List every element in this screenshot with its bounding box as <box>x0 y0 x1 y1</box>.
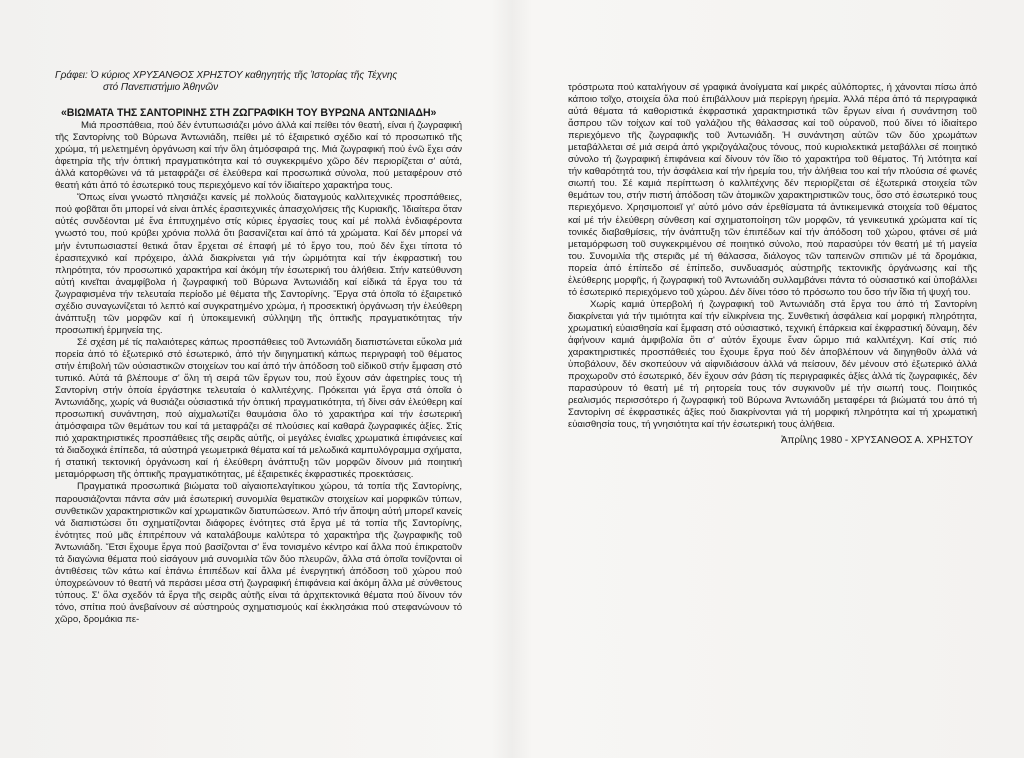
right-page <box>568 82 977 447</box>
signature: Ἀπρίλης 1980 - ΧΡΥΣΑΝΘΟΣ Α. ΧΡΗΣΤΟΥ <box>780 435 973 447</box>
paragraph: Σέ σχέση μέ τίς παλαιότερες κάπως προσπάθειες τοῦ Ἀντωνιάδη διαπιστώνεται εὔκολα μιά πορεία ἀπό τό ἐξωτερικό στό ἐσωτερικό, ἀπό τήν διηγηματική κάπως περιγραφή τοῦ θέματος στήν ἐπιβολή τῶν οὐσιαστικῶν στοιχείων του καί ἀπό τήν ἀπόδοση τοῦ εἰδικοῦ στήν ἔμφαση στό τυπικό. Αὐτά τά βλέπουμε σ' ὅλη τή σειρά τῶν ἔργων του, πού ἔχουν σάν ἀφετηρίες τους τή Σαντορίνη στήν ὁποία ἐργάστηκε τελευταία ὁ καλλιτέχνης. Πρόκειται γιά ἔργα στά ὁποῖα ὁ Ἀντωνιάδης, χωρίς νά θυσιάζει οὐσιαστικά τήν ὀπτική πραγματικότητα, τή δίνει σάν ἐλεύθερη καί προσωπική συνάντηση, πού αἰχμαλωτίζει θαυμάσια ὅλο τό χαρακτήρα καί τήν ἐσωτερική ἀτμόσφαιρα τῶν θεμάτων του καί τά μεταφράζει σέ πλούσιες καί καθαρά ζωγραφικές ἀξίες. Στίς πιό χαρακτηριστικές προσπάθειες τῆς σειρᾶς αὐτῆς, οἱ μεγάλες ἑνιαῖες χρωματικά ἐπιφάνειες καί τά διαδοχικά ἐπίπεδα, τά αὐστηρά γεωμετρικά θέματα καί τά μελωδικά καμπυλόγραμμα σχήματα, ή στατική τεκτονική ὀργάνωση καί ή ἐλεύθερη ἀνάπτυξη τῶν μορφῶν δίνουν μιά ποιητική μεταμόρφωση τῆς ὀπτικῆς πραγματικότητας, μέ ἐξαιρετικές ἐκφραστικές προεκτάσεις. <box>55 336 462 481</box>
paragraph: Ὅπως είναι γνωστό πλησιάζει κανείς μέ πολλούς διαταγμούς καλλιτεχνικές προσπάθειες, πού φοβᾶται ὅτι μπορεί νά είναι ἁπλές ἐρασιτεχνικές ἀπασχολήσεις τῆς Κυριακῆς. Ἰδιαίτερα ὅταν αὐτές συνδέονται μέ ἕνα ἐπιτυχημένο στίς κύριες ἐργασίες τους καί μέ πολλά ἐνδιαφέροντα γνωστό του, πού κρύβει χρόνια πολλά ὅτι βασανίζεται καί ἀπό τά χρώματα. Καί δέν μπορεί νά μήν ἐντυπωσιαστεί θετικά ὅταν ἔρχεται σέ ἐπαφή μέ τό ἔργο του, πού δέν ἔχει τίποτα τό ἐρασιτεχνικό καί πρόχειρο, ἀλλά διακρίνεται γιά τήν ὡριμότητα καί τήν ἐκφραστική του πληρότητα, τόν προσωπικό χαρακτήρα καί ἀκόμη τήν ἐσωτερική του ἀλήθεια. Στήν κατεύθυνση αὐτή κινεῖται ἀναμφίβολα ή ζωγραφική τοῦ Βύρωνα Ἀντωνιάδη καί εἰδικά τά ἔργα του τά ζωγραφισμένα τήν τελευταία περίοδο μέ θέματα τῆς Σαντορίνης. Ἔργα στά ὁποῖα τό ἐξαιρετικό σχέδιο συναγωνίζεται τό λεπτό καί συγκρατημένο χρώμα, ή προσεκτική ὀργάνωση τήν ἐλεύθερη ἀνάπτυξη τῶν μορφῶν καί ή ὑποκειμενική σύλληψη τῆς ὀπτικῆς πραγματικότητας τήν προσωπική ἑρμηνεία της. <box>55 192 462 336</box>
article-title: «ΒΙΩΜΑΤΑ ΤΗΣ ΣΑΝΤΟΡΙΝΗΣ ΣΤΗ ΖΩΓΡΑΦΙΚΗ ΤΟΥ ΒΥΡΩΝΑ ΑΝΤΩΝΙΑΔΗ» <box>61 107 437 119</box>
paragraph: Μιά προσπάθεια, πού δέν έντυπωσιάζει μόνο άλλά καί πείθει τόν θεατή, είναι ή ζωγραφική τῆς Σαντορίνης τοῦ Βύρωνα Ἀντωνιάδη, πείθει μέ τό ἐξαιρετικό σχέδιο καί τό προσωπικό τῆς χρώμα, τή μελετημένη ὀργάνωση καί τήν ὅλη ἀτμόσφαιρά της. Μιά ζωγραφική πού ἐνῶ ἔχει σάν ἀφετηρία τῆς τήν ὀπτική πραγματικότητα καί τό συγκεκριμένο χῶρο δέν περιορίζεται σ' αὐτά, ἀλλά κατορθώνει νά τά μεταφράζει σέ ἐλεύθερα καί προσωπικά σύνολα, πού μεταφέρουν στό θεατή κάτι ἀπό τό ἐσωτερικό τους περιεχόμενο καί τόν ἰδιαίτερο χαρακτήρα τους. <box>55 120 462 192</box>
left-page <box>55 70 462 626</box>
byline-line-2: στό Πανεπιστήμιο Ἀθηνῶν <box>103 82 219 93</box>
paragraph: Χωρίς καμιά ὑπερβολή ή ζωγραφική τοῦ Ἀντωνιάδη στά ἔργα του ἀπό τή Σαντορίνη διακρίνεται γιά τήν τιμιότητα καί τήν εἰλικρίνεια της. Συνθετική ἀσφάλεια καί μορφική πληρότητα, χρωματική εὐαισθησία καί ἔμφαση στό οὐσιαστικό, τεχνική ἐπάρκεια καί ἐκφραστική δύναμη, δέν ἀφήνουν καμιά ἀμφιβολία ὅτι σ' αὐτόν ἔχουμε ἕναν ὥριμο πιά καλλιτέχνη. Καί στίς πιό χαρακτηριστικές προσπάθειές του ἔχουμε ἔργα πού δέν ἀποβλέπουν νά διηγηθοῦν ἀλλά νά ὑποβάλουν, δέν σκοπεύουν νά αἰφνιδιάσουν ἀλλά νά πείσουν, δέν μένουν στό ἐξωτερικό ἀλλά προχωροῦν στό ἐσωτερικό, δέν ἔχουν σάν βάση τίς περιγραφικές ἀξίες ἀλλά τίς ζωγραφικές, δέν παρασύρουν τό θεατή μέ τή ρητορεία τους τόν συγκινοῦν μέ τήν σιωπή τους. Ποιητικός ρεαλισμός περισσότερο ή ζωγραφική τοῦ Βύρωνα Ἀντωνιάδη μεταφέρει τά βιώματά του ἀπό τή Σαντορίνη σέ ἐκφραστικές ἀξίες πού διακρίνονται γιά τή μορφική πληρότητα καί τή χρωματική εὐαισθησία τους, τή γνησιότητα καί τήν ἐσωτερική τους ἀλήθεια. <box>568 298 977 431</box>
paragraph: Πραγματικά προσωπικά βιώματα τοῦ αἰγαιοπελαγίτικου χώρου, τά τοπία τῆς Σαντορίνης, παρουσιάζονται πάντα σάν μιά ἐσωτερική συνομιλία θεματικῶν στοιχείων καί μορφικῶν τύπων, συνθετικῶν χαρακτηριστικῶν καί χρωματικῶν διατυπώσεων. Ἀπό τήν ἄποψη αὐτή μπορεῖ κανείς νά διαπιστώσει ὅτι σχηματίζονται διάφορες ἑνότητες στά ἔργα μέ τά τοπία τῆς Σαντορίνης, ἑνότητες πού μᾶς ἐπιτρέπουν νά καταλάβουμε καλύτερα τό χαρακτήρα τῆς ζωγραφικῆς τοῦ Ἀντωνιάδη. Ἔτσι ἔχουμε ἔργα πού βασίζονται σ' ἕνα τονισμένο κέντρο καί ἄλλα πού ἐπικρατοῦν τά διαγώνια θέματα πού εἰσάγουν μιά συνομιλία τῶν δύο πλευρῶν, ἄλλα στά ὁποῖα τονίζονται οἱ ἀντιθέσεις τῶν κάτω καί ἐπάνω ἐπιπέδων καί ἄλλα μέ ἐνεργητική ἀπόδοση τοῦ χώρου πού ὑποχρεώνουν τό θεατή νά περάσει μέσα στή ζωγραφική ἐπιφάνεια καί ἀκόμη ἄλλα μέ σύνθετους τύπους. Σ' ὅλα σχεδόν τά ἔργα τῆς σειρᾶς αὐτῆς είναι τά ἀρχιτεκτονικά θέματα πού δίνουν τόν τόνο, σπίτια πού ἀνεβαίνουν σέ αὐστηρούς σχηματισμούς καί ἐκκλησάκια πού στεφανώνουν τό χῶρο, δρομάκια πε- <box>55 481 462 625</box>
paragraph: τρόστρωτα πού καταλήγουν σέ γραφικά ἀνοίγματα καί μικρές αὐλόπορτες, ή χάνονται πίσω ἀπό κάποιο τοῖχο, στοιχεία ὅλα πού ἐπιβάλλουν μιά περίεργη ἠρεμία. Ἀλλά πέρα ἀπό τά περιγραφικά αὐτά θέματα τά καθοριστικά ἐκφραστικά χαρακτηριστικά τῶν ἔργων είναι ή συνάντηση τοῦ ἄσπρου τῶν τοίχων καί τοῦ γαλάζιου τῆς θάλασσας καί τοῦ οὐρανοῦ, πού δίνει τό ἰδιαίτερο περιεχόμενο τῆς ζωγραφικῆς τοῦ Ἀντωνιάδη. Ἡ συνάντηση αὐτῶν τῶν δύο χρωμάτων μεταβάλλεται σέ μιά σειρά ἀπό γκριζογάλαζους τόνους, πού κυριολεκτικά μεταβάλλει σέ ποιητικό σύνολο τή ζωγραφική ἐπιφάνεια καί δίνουν τόν ἴδιο τό χαρακτήρα τοῦ θέματος. Τή λιτότητα καί τήν καθαρότητά του, τήν ἀσφάλεια καί τήν ἠρεμία του, τήν ἀλήθεια του καί τήν πλούσια σέ φωνές σιωπή του. Σέ καμιά περίπτωση ὁ καλλιτέχνης δέν περιορίζεται σέ ἐξωτερικά στοιχεία τῶν θεμάτων του, στήν πιστή ἀπόδοση τῶν ἀτομικῶν χαρακτηριστικῶν τους, ὅσο στό ἐσωτερικό τους περιεχόμενο. Χρησιμοποιεῖ γι' αὐτό μόνο σάν ἐρεθίσματα τά ἀντικειμενικά στοιχεία τοῦ θέματος καί μέ τήν ἐλεύθερη σύνθεση καί σχηματοποίηση τῶν μορφῶν, τά γενικευτικά χρώματα καί τίς τονικές διαβαθμίσεις, τήν ἀνάπτυξη τῶν ἐπιπέδων καί τήν ἀπόδοση τοῦ χώρου, φτάνει σέ μιά μεταμόρφωση τοῦ συγκεκριμένου σέ ποιητικό σύνολο, πού παρασύρει τόν θεατή μέ τή μαγεία του. Συνομιλία τῆς στεριᾶς μέ τή θάλασσα, διάλογος τῶν ταπεινῶν σπιτιῶν μέ τά δρομάκια, πορεία ἀπό ἐπίπεδο σέ ἐπίπεδο, συνδυασμός αὐστηρῆς τεκτονικῆς ὀργάνωσης καί τῆς ἐλεύθερης μορφῆς, ή ζωγραφική τοῦ Ἀντωνιάδη συλλαμβάνει πάντα τό οὐσιαστικό καί ὑποβάλλει τό ἐσωτερικό περιεχόμενο τοῦ χώρου. Δέν δίνει τόσο τό πρόσωπο του ὅσο τήν ἴδια τή ψυχή του. <box>568 82 977 298</box>
byline-line-1: Γράφει: Ὁ κύριος ΧΡΥΣΑΝΘΟΣ ΧΡΗΣΤΟΥ καθηγητής τῆς Ἱστορίας τῆς Τέχνης <box>55 70 398 81</box>
byline <box>55 70 462 94</box>
